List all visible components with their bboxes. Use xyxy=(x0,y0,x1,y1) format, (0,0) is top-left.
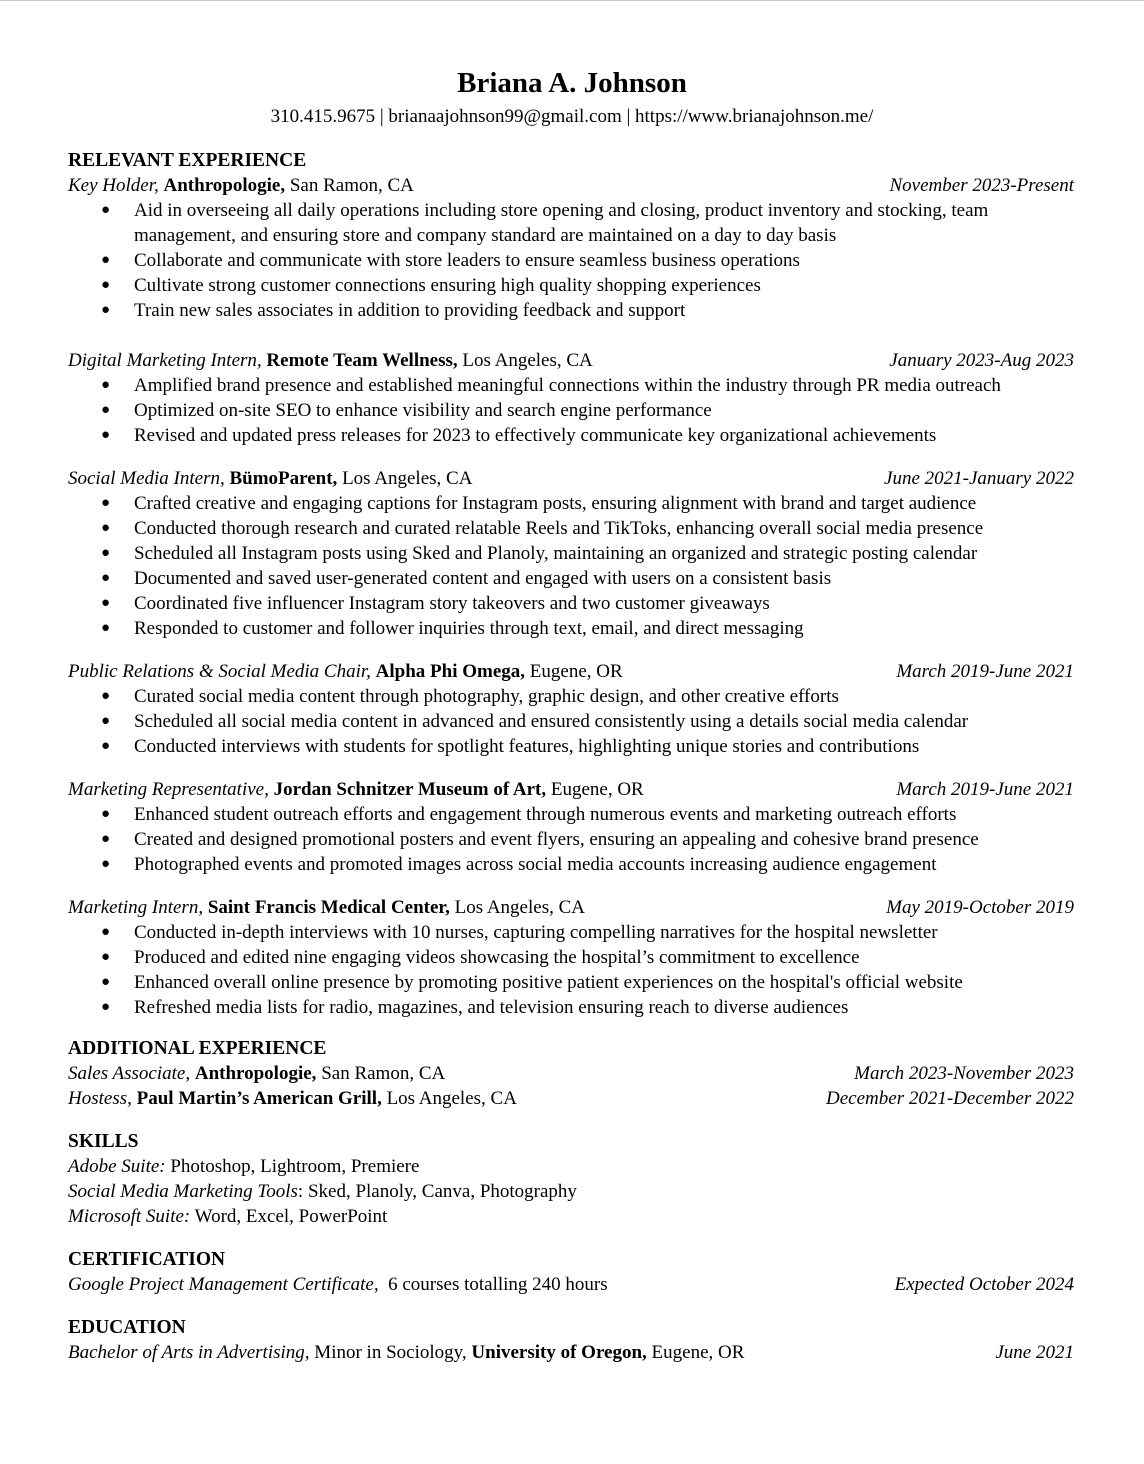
job-header xyxy=(68,1061,1074,1086)
certification-dates: Expected October 2024 xyxy=(894,1274,1074,1295)
skill-value: Word, Excel, PowerPoint xyxy=(194,1206,388,1227)
job-title: Hostess, xyxy=(68,1088,132,1109)
bullet-item: ● Refreshed media lists for radio, magazines, and television ensuring reach to diverse audiences xyxy=(68,995,1074,1020)
job-organization: Remote Team Wellness, xyxy=(266,350,458,371)
job-location: Los Angeles, CA xyxy=(342,468,473,489)
job-bullets xyxy=(68,920,1074,1020)
job-bullets xyxy=(68,373,1074,448)
bullet-item: ● Responded to customer and follower inquiries through text, email, and direct messaging xyxy=(68,616,1074,641)
job-location: Eugene, OR xyxy=(529,661,623,682)
section-heading: EDUCATION xyxy=(68,1317,186,1338)
bullet-item: ● Aid in overseeing all daily operations including store opening and closing, product inventory and stocking, team management, and ensuring store and company standard are maintained on a day to day basis xyxy=(68,198,1074,248)
bullet-item: ● Collaborate and communicate with store leaders to ensure seamless business operations xyxy=(68,248,1074,273)
job-entry xyxy=(68,659,1074,759)
education-dates: June 2021 xyxy=(995,1342,1074,1363)
job-organization: Jordan Schnitzer Museum of Art, xyxy=(273,779,547,800)
job-entry xyxy=(68,466,1074,641)
certification-detail: 6 courses totalling 240 hours xyxy=(388,1274,608,1295)
job-title: Public Relations & Social Media Chair, xyxy=(68,661,371,682)
job-entry xyxy=(68,777,1074,877)
school: University of Oregon, xyxy=(471,1342,647,1363)
school-location: Eugene, OR xyxy=(651,1342,745,1363)
minor: Minor in Sociology, xyxy=(314,1342,467,1363)
bullet-item: ● Produced and edited nine engaging videos showcasing the hospital’s commitment to excellence xyxy=(68,945,1074,970)
job-bullets xyxy=(68,198,1074,323)
bullet-item: ● Revised and updated press releases for 2023 to effectively communicate key organizational achievements xyxy=(68,423,1074,448)
job-entry xyxy=(68,173,1074,323)
job-dates: January 2023-Aug 2023 xyxy=(889,350,1074,371)
job-header xyxy=(68,777,1074,802)
job-header xyxy=(68,348,1074,373)
job-title: Sales Associate, xyxy=(68,1063,191,1084)
bullet-item: ● Conducted thorough research and curated relatable Reels and TikToks, enhancing overall social media presence xyxy=(68,516,1074,541)
job-header xyxy=(68,659,1074,684)
certification-section xyxy=(68,1247,1074,1297)
certification-line xyxy=(68,1272,1074,1297)
job-dates: November 2023-Present xyxy=(889,175,1074,196)
contact-line: 310.415.9675 | brianaajohnson99@gmail.com | https://www.brianajohnson.me/ xyxy=(270,106,874,127)
job-entry xyxy=(68,348,1074,448)
skill-line xyxy=(68,1204,1074,1229)
relevant-experience-section xyxy=(68,148,1074,1020)
bullet-item: ● Coordinated five influencer Instagram story takeovers and two customer giveaways xyxy=(68,591,1074,616)
job-header xyxy=(68,466,1074,491)
section-heading: SKILLS xyxy=(68,1131,139,1152)
bullet-item: ● Curated social media content through photography, graphic design, and other creative efforts xyxy=(68,684,1074,709)
job-organization: Anthropologie, xyxy=(163,175,286,196)
job-location: Los Angeles, CA xyxy=(454,897,585,918)
job-title: Marketing Intern, xyxy=(68,897,204,918)
job-dates: December 2021-December 2022 xyxy=(826,1088,1074,1109)
bullet-item: ● Cultivate strong customer connections ensuring high quality shopping experiences xyxy=(68,273,1074,298)
additional-experience-section xyxy=(68,1036,1074,1111)
job-title: Social Media Intern, xyxy=(68,468,225,489)
bullet-item: ● Conducted in-depth interviews with 10 nurses, capturing compelling narratives for the hospital newsletter xyxy=(68,920,1074,945)
skill-label: Adobe Suite: xyxy=(68,1156,166,1177)
job-title: Digital Marketing Intern, xyxy=(68,350,262,371)
certification-name: Google Project Management Certificate, xyxy=(68,1274,379,1295)
degree: Bachelor of Arts in Advertising, xyxy=(68,1342,310,1363)
skills-section xyxy=(68,1129,1074,1229)
job-dates: March 2019-June 2021 xyxy=(896,661,1074,682)
bullet-item: ● Amplified brand presence and established meaningful connections within the industry through PR media outreach xyxy=(68,373,1074,398)
bullet-item: ● Scheduled all social media content in advanced and ensured consistently using a details social media calendar xyxy=(68,709,1074,734)
job-organization: Paul Martin’s American Grill, xyxy=(136,1088,382,1109)
skill-label: Social Media Marketing Tools xyxy=(68,1181,298,1202)
job-dates: May 2019-October 2019 xyxy=(886,897,1074,918)
section-heading: RELEVANT EXPERIENCE xyxy=(68,150,307,171)
section-heading: CERTIFICATION xyxy=(68,1249,226,1270)
job-location: Eugene, OR xyxy=(550,779,644,800)
bullet-item: ● Crafted creative and engaging captions for Instagram posts, ensuring alignment with brand and target audience xyxy=(68,491,1074,516)
bullet-item: ● Train new sales associates in addition to providing feedback and support xyxy=(68,298,1074,323)
bullet-item: ● Photographed events and promoted images across social media accounts increasing audience engagement xyxy=(68,852,1074,877)
job-header xyxy=(68,895,1074,920)
job-title: Marketing Representative, xyxy=(68,779,269,800)
bullet-item: ● Enhanced overall online presence by promoting positive patient experiences on the hospital's official website xyxy=(68,970,1074,995)
job-location: San Ramon, CA xyxy=(321,1063,446,1084)
job-header xyxy=(68,1086,1074,1111)
skill-line xyxy=(68,1179,1074,1204)
skill-line xyxy=(68,1154,1074,1179)
skill-label: Microsoft Suite: xyxy=(68,1206,191,1227)
job-dates: March 2019-June 2021 xyxy=(896,779,1074,800)
job-organization: Anthropologie, xyxy=(194,1063,317,1084)
skill-value: : Sked, Planoly, Canva, Photography xyxy=(297,1181,577,1202)
job-title: Key Holder, xyxy=(68,175,159,196)
resume-name: Briana A. Johnson xyxy=(457,67,687,99)
bullet-item: ● Enhanced student outreach efforts and engagement through numerous events and marketing outreach efforts xyxy=(68,802,1074,827)
job-location: Los Angeles, CA xyxy=(462,350,593,371)
job-bullets xyxy=(68,802,1074,877)
job-location: San Ramon, CA xyxy=(289,175,414,196)
bullet-item: ● Optimized on-site SEO to enhance visibility and search engine performance xyxy=(68,398,1074,423)
section-heading: ADDITIONAL EXPERIENCE xyxy=(68,1038,327,1059)
job-entry xyxy=(68,895,1074,1020)
job-dates: March 2023-November 2023 xyxy=(854,1063,1074,1084)
job-bullets xyxy=(68,684,1074,759)
job-organization: BümoParent, xyxy=(229,468,338,489)
education-line xyxy=(68,1340,1074,1365)
bullet-item: ● Scheduled all Instagram posts using Sked and Planoly, maintaining an organized and strategic posting calendar xyxy=(68,541,1074,566)
bullet-item: ● Conducted interviews with students for spotlight features, highlighting unique stories and contributions xyxy=(68,734,1074,759)
skill-value: Photoshop, Lightroom, Premiere xyxy=(170,1156,420,1177)
job-dates: June 2021-January 2022 xyxy=(884,468,1074,489)
bullet-item: ● Created and designed promotional posters and event flyers, ensuring an appealing and cohesive brand presence xyxy=(68,827,1074,852)
education-section xyxy=(68,1315,1074,1365)
job-header xyxy=(68,173,1074,198)
job-bullets xyxy=(68,491,1074,641)
job-organization: Alpha Phi Omega, xyxy=(375,661,526,682)
job-location: Los Angeles, CA xyxy=(386,1088,517,1109)
bullet-item: ● Documented and saved user-generated content and engaged with users on a consistent basis xyxy=(68,566,1074,591)
job-organization: Saint Francis Medical Center, xyxy=(207,897,450,918)
